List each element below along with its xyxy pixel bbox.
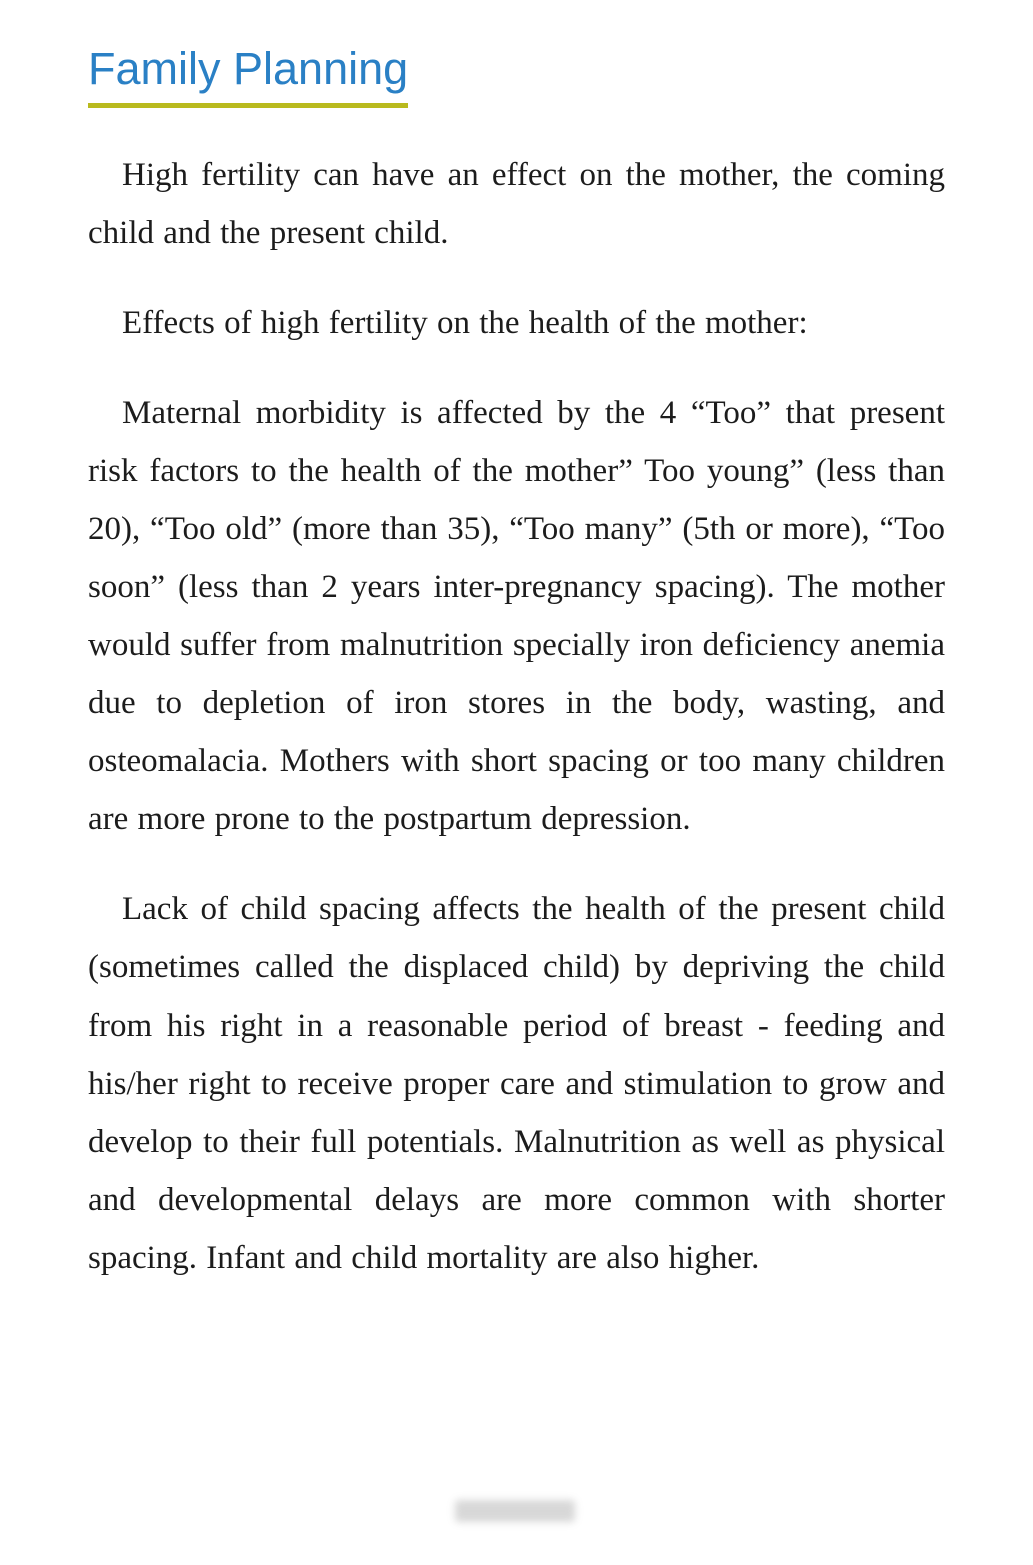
body-text [88,146,945,1287]
page-title: Family Planning [88,44,408,108]
paragraph-maternal-morbidity: Maternal morbidity is affected by the 4 “Too” that present risk factors to the health of the mother” Too young” (less than 20), “Too old” (more than 35), “Too many” (5th or more), “Too soon” (less than 2 years inter-pregnancy spacing). The mother would suffer from malnutrition specially iron deficiency anemia due to depletion of iron stores in the body, wasting, and osteomalacia. Mothers with short spacing or too many children are more prone to the postpartum depression. [88,394,945,838]
paragraph-child-spacing: Lack of child spacing affects the health of the present child (sometimes called the displaced child) by depriving the child from his right in a reasonable period of breast - feeding and his/her right to receive proper care and stimulation to grow and develop to their full potentials. Malnutrition as well as physical and developmental delays are more common with shorter spacing. Infant and child mortality are also higher. [88,891,945,1276]
paragraph-intro: High fertility can have an effect on the mother, the coming child and the present child. [88,156,945,251]
watermark [455,1500,575,1522]
paragraph-effects-heading: Effects of high fertility on the health of the mother: [122,304,808,341]
